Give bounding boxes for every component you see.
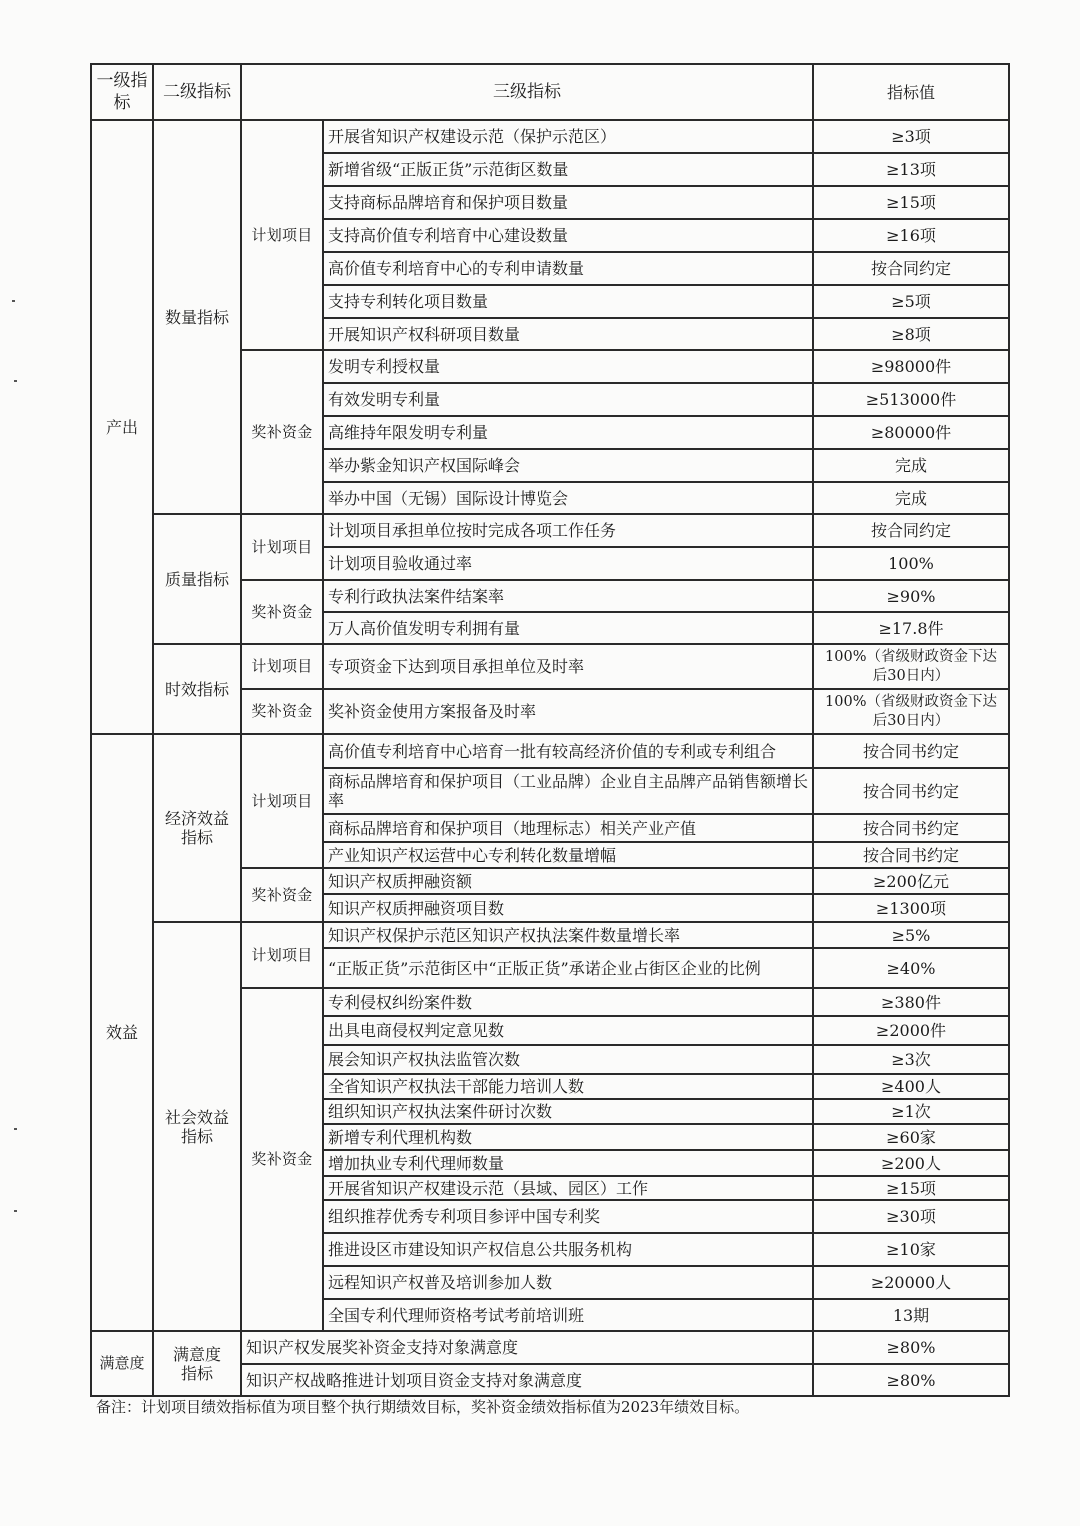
category-plan: 计划项目 [241, 734, 323, 868]
indicator-cell: 新增专利代理机构数 [323, 1124, 813, 1150]
indicator-cell: 高价值专利培育中心培育一批有较高经济价值的专利或专利组合 [323, 734, 813, 768]
category-award: 奖补资金 [241, 988, 323, 1331]
value-cell: 100%（省级财政资金下达后30日内） [813, 644, 1009, 689]
value-cell: ≥98000件 [813, 350, 1009, 383]
indicator-cell: 发明专利授权量 [323, 350, 813, 383]
value-cell: 按合同约定 [813, 252, 1009, 285]
scan-speck [14, 1210, 17, 1212]
indicator-cell: 专利行政执法案件结案率 [323, 580, 813, 612]
value-cell: ≥15项 [813, 186, 1009, 219]
value-cell: ≥30项 [813, 1200, 1009, 1233]
value-cell: 按合同书约定 [813, 814, 1009, 842]
level2-social: 社会效益指标 [153, 922, 241, 1331]
indicator-cell: 支持高价值专利培育中心建设数量 [323, 219, 813, 252]
value-cell: ≥40% [813, 948, 1009, 988]
value-cell: ≥15项 [813, 1176, 1009, 1200]
indicator-cell: 专利侵权纠纷案件数 [323, 988, 813, 1016]
value-cell: 完成 [813, 449, 1009, 482]
indicator-cell: 组织推荐优秀专利项目参评中国专利奖 [323, 1200, 813, 1233]
indicator-cell: 有效发明专利量 [323, 383, 813, 416]
table-row [91, 1331, 1009, 1364]
value-cell: ≥380件 [813, 988, 1009, 1016]
indicator-cell: 专项资金下达到项目承担单位及时率 [323, 644, 813, 689]
value-cell: ≥17.8件 [813, 612, 1009, 644]
indicator-cell: 万人高价值发明专利拥有量 [323, 612, 813, 644]
indicator-cell: 出具电商侵权判定意见数 [323, 1016, 813, 1045]
value-cell: ≥5% [813, 922, 1009, 948]
indicator-cell: 推进设区市建设知识产权信息公共服务机构 [323, 1233, 813, 1266]
value-cell: ≥5项 [813, 285, 1009, 318]
level2-satisfaction: 满意度指标 [153, 1331, 241, 1396]
category-plan: 计划项目 [241, 120, 323, 350]
indicator-cell: 商标品牌培育和保护项目（工业品牌）企业自主品牌产品销售额增长率 [323, 768, 813, 814]
value-cell: 按合同书约定 [813, 734, 1009, 768]
value-cell: ≥60家 [813, 1124, 1009, 1150]
value-cell: ≥513000件 [813, 383, 1009, 416]
level1-satisfaction: 满意度 [91, 1331, 153, 1396]
value-cell: ≥3项 [813, 120, 1009, 153]
indicator-cell: 知识产权战略推进计划项目资金支持对象满意度 [241, 1364, 813, 1396]
indicator-cell: “正版正货”示范街区中“正版正货”承诺企业占街区企业的比例 [323, 948, 813, 988]
value-cell: ≥8项 [813, 318, 1009, 350]
scan-speck [12, 300, 15, 302]
value-cell: ≥1次 [813, 1099, 1009, 1124]
value-cell: ≥200亿元 [813, 868, 1009, 894]
value-cell: 100% [813, 547, 1009, 580]
indicator-cell: 开展省知识产权建设示范（保护示范区） [323, 120, 813, 153]
value-cell: 按合同书约定 [813, 842, 1009, 868]
indicator-cell: 奖补资金使用方案报备及时率 [323, 689, 813, 734]
value-cell: ≥90% [813, 580, 1009, 612]
footnote: 备注：计划项目绩效指标值为项目整个执行期绩效目标，奖补资金绩效指标值为2023年绩效目标。 [96, 1398, 750, 1416]
indicator-cell: 知识产权发展奖补资金支持对象满意度 [241, 1331, 813, 1364]
indicator-cell: 知识产权质押融资额 [323, 868, 813, 894]
value-cell: ≥80% [813, 1364, 1009, 1396]
indicator-cell: 展会知识产权执法监管次数 [323, 1045, 813, 1074]
level1-output: 产出 [91, 120, 153, 734]
category-plan: 计划项目 [241, 922, 323, 988]
indicator-cell: 举办中国（无锡）国际设计博览会 [323, 482, 813, 514]
indicator-cell: 全国专利代理师资格考试考前培训班 [323, 1299, 813, 1331]
value-cell: ≥1300项 [813, 894, 1009, 922]
value-cell: ≥10家 [813, 1233, 1009, 1266]
level2-timeliness: 时效指标 [153, 644, 241, 734]
value-cell: 完成 [813, 482, 1009, 514]
value-cell: 13期 [813, 1299, 1009, 1331]
indicator-cell: 知识产权保护示范区知识产权执法案件数量增长率 [323, 922, 813, 948]
indicator-cell: 远程知识产权普及培训参加人数 [323, 1266, 813, 1299]
level2-quality: 质量指标 [153, 514, 241, 644]
value-cell: ≥13项 [813, 153, 1009, 186]
value-cell: ≥200人 [813, 1150, 1009, 1176]
header-level2: 二级指标 [153, 64, 241, 120]
indicator-cell: 支持商标品牌培育和保护项目数量 [323, 186, 813, 219]
level2-quantity: 数量指标 [153, 120, 241, 514]
category-award: 奖补资金 [241, 689, 323, 734]
scan-speck [14, 380, 17, 382]
value-cell: 按合同书约定 [813, 768, 1009, 814]
scan-speck [14, 1128, 17, 1130]
value-cell: ≥80000件 [813, 416, 1009, 449]
header-level3: 三级指标 [241, 64, 813, 120]
value-cell: ≥2000件 [813, 1016, 1009, 1045]
header-value: 指标值 [813, 64, 1009, 120]
table-row [91, 514, 1009, 547]
table-row [91, 734, 1009, 768]
indicator-cell: 开展省知识产权建设示范（县域、园区）工作 [323, 1176, 813, 1200]
table-header-row [91, 64, 1009, 120]
level2-economic: 经济效益指标 [153, 734, 241, 922]
table-row [91, 120, 1009, 153]
indicator-cell: 举办紫金知识产权国际峰会 [323, 449, 813, 482]
category-award: 奖补资金 [241, 580, 323, 644]
value-cell: ≥3次 [813, 1045, 1009, 1074]
indicator-cell: 组织知识产权执法案件研讨次数 [323, 1099, 813, 1124]
performance-indicator-table [90, 63, 1010, 1397]
value-cell: 按合同约定 [813, 514, 1009, 547]
indicator-cell: 高价值专利培育中心的专利申请数量 [323, 252, 813, 285]
category-plan: 计划项目 [241, 514, 323, 580]
level1-benefit: 效益 [91, 734, 153, 1331]
indicator-cell: 计划项目验收通过率 [323, 547, 813, 580]
indicator-cell: 全省知识产权执法干部能力培训人数 [323, 1074, 813, 1099]
indicator-cell: 支持专利转化项目数量 [323, 285, 813, 318]
indicator-cell: 产业知识产权运营中心专利转化数量增幅 [323, 842, 813, 868]
header-level1: 一级指标 [91, 64, 153, 120]
value-cell: 100%（省级财政资金下达后30日内） [813, 689, 1009, 734]
indicator-cell: 开展知识产权科研项目数量 [323, 318, 813, 350]
value-cell: ≥20000人 [813, 1266, 1009, 1299]
table-row [91, 922, 1009, 948]
indicator-cell: 新增省级“正版正货”示范街区数量 [323, 153, 813, 186]
category-award: 奖补资金 [241, 350, 323, 514]
category-plan: 计划项目 [241, 644, 323, 689]
indicator-cell: 商标品牌培育和保护项目（地理标志）相关产业产值 [323, 814, 813, 842]
indicator-cell: 增加执业专利代理师数量 [323, 1150, 813, 1176]
value-cell: ≥16项 [813, 219, 1009, 252]
category-award: 奖补资金 [241, 868, 323, 922]
value-cell: ≥400人 [813, 1074, 1009, 1099]
indicator-cell: 知识产权质押融资项目数 [323, 894, 813, 922]
indicator-cell: 高维持年限发明专利量 [323, 416, 813, 449]
indicator-cell: 计划项目承担单位按时完成各项工作任务 [323, 514, 813, 547]
table-row [91, 644, 1009, 689]
value-cell: ≥80% [813, 1331, 1009, 1364]
